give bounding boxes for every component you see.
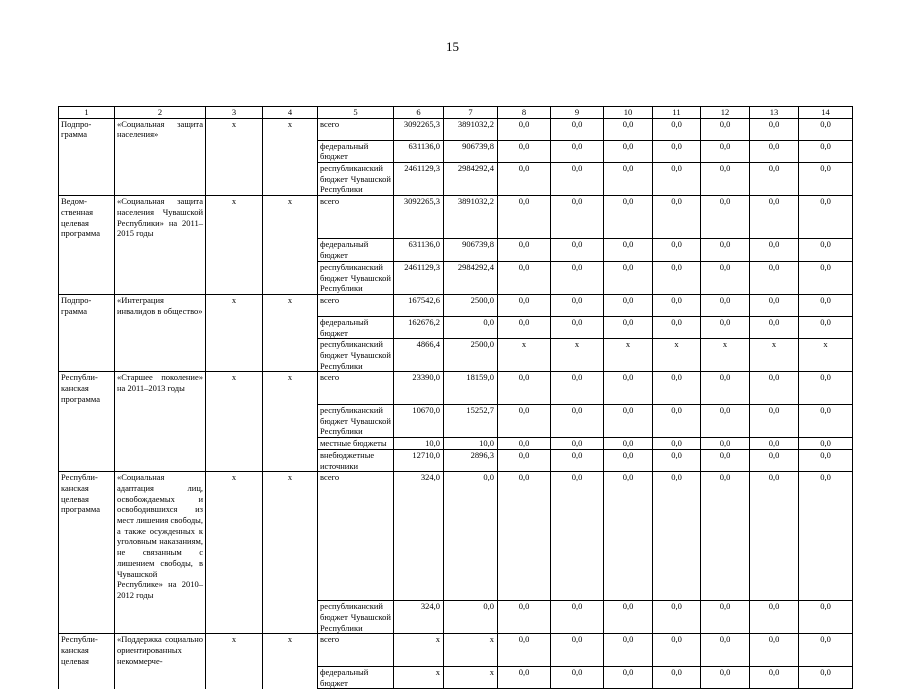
cell-col-4: x bbox=[263, 294, 318, 316]
cell-col-12: 0,0 bbox=[701, 601, 750, 634]
cell-col-11: 0,0 bbox=[653, 472, 701, 601]
cell-col-1 bbox=[59, 261, 115, 294]
cell-col-3: x bbox=[206, 118, 263, 140]
cell-col-7: x bbox=[444, 666, 498, 688]
table-row bbox=[59, 261, 853, 294]
cell-col-7: 3891032,2 bbox=[444, 118, 498, 140]
header-cell: 11 bbox=[653, 107, 701, 119]
cell-col-5: местные бюджеты bbox=[318, 438, 394, 450]
table-row bbox=[59, 239, 853, 261]
cell-col-6: 631136,0 bbox=[394, 239, 444, 261]
cell-col-4 bbox=[263, 404, 318, 437]
cell-col-5: всего bbox=[318, 294, 394, 316]
cell-col-6: 631136,0 bbox=[394, 140, 444, 162]
cell-col-7: 2984292,4 bbox=[444, 261, 498, 294]
cell-col-12: 0,0 bbox=[701, 372, 750, 405]
table-row bbox=[59, 196, 853, 239]
cell-col-3 bbox=[206, 163, 263, 196]
cell-col-6: 23390,0 bbox=[394, 372, 444, 405]
cell-col-6: 3092265,3 bbox=[394, 118, 444, 140]
cell-col-5: федеральный бюджет bbox=[318, 666, 394, 688]
cell-col-4: x bbox=[263, 372, 318, 405]
cell-col-11: 0,0 bbox=[653, 666, 701, 688]
cell-col-11: 0,0 bbox=[653, 634, 701, 667]
cell-col-14: 0,0 bbox=[799, 404, 853, 437]
cell-col-2 bbox=[115, 163, 206, 196]
cell-col-11: 0,0 bbox=[653, 118, 701, 140]
cell-col-3 bbox=[206, 449, 263, 471]
cell-col-11: 0,0 bbox=[653, 294, 701, 316]
cell-col-11: 0,0 bbox=[653, 449, 701, 471]
table-row bbox=[59, 601, 853, 634]
header-cell: 5 bbox=[318, 107, 394, 119]
cell-col-4 bbox=[263, 438, 318, 450]
cell-col-12: 0,0 bbox=[701, 472, 750, 601]
cell-col-5: республиканский бюджет Чувашской Республики bbox=[318, 261, 394, 294]
cell-col-8: 0,0 bbox=[498, 118, 551, 140]
cell-col-4: x bbox=[263, 196, 318, 239]
table-row bbox=[59, 404, 853, 437]
cell-col-10: 0,0 bbox=[604, 163, 653, 196]
cell-col-2: «Старшее поколение» на 2011–2013 годы bbox=[115, 372, 206, 405]
cell-col-2 bbox=[115, 140, 206, 162]
cell-col-7: 18159,0 bbox=[444, 372, 498, 405]
cell-col-10: 0,0 bbox=[604, 294, 653, 316]
cell-col-13: 0,0 bbox=[750, 261, 799, 294]
cell-col-5: республиканский бюджет Чувашской Республики bbox=[318, 163, 394, 196]
table-row bbox=[59, 163, 853, 196]
header-cell: 4 bbox=[263, 107, 318, 119]
cell-col-9: 0,0 bbox=[551, 163, 604, 196]
cell-col-2 bbox=[115, 666, 206, 688]
cell-col-1 bbox=[59, 404, 115, 437]
cell-col-7: 2500,0 bbox=[444, 339, 498, 372]
cell-col-2 bbox=[115, 261, 206, 294]
cell-col-12: x bbox=[701, 339, 750, 372]
cell-col-7: x bbox=[444, 634, 498, 667]
cell-col-4: x bbox=[263, 472, 318, 601]
cell-col-1 bbox=[59, 140, 115, 162]
cell-col-4 bbox=[263, 339, 318, 372]
cell-col-3 bbox=[206, 339, 263, 372]
cell-col-12: 0,0 bbox=[701, 666, 750, 688]
cell-col-1: Ведом-ственная целевая программа bbox=[59, 196, 115, 239]
cell-col-1: Республи-канская целевая программа bbox=[59, 472, 115, 601]
cell-col-12: 0,0 bbox=[701, 438, 750, 450]
cell-col-12: 0,0 bbox=[701, 316, 750, 338]
cell-col-9: 0,0 bbox=[551, 634, 604, 667]
page-number: 15 bbox=[446, 39, 459, 54]
cell-col-12: 0,0 bbox=[701, 449, 750, 471]
cell-col-2 bbox=[115, 601, 206, 634]
cell-col-4 bbox=[263, 163, 318, 196]
cell-col-13: 0,0 bbox=[750, 316, 799, 338]
cell-col-5: республиканский бюджет Чувашской Республики bbox=[318, 404, 394, 437]
table-row bbox=[59, 316, 853, 338]
cell-col-3: x bbox=[206, 472, 263, 601]
cell-col-11: 0,0 bbox=[653, 261, 701, 294]
header-cell: 10 bbox=[604, 107, 653, 119]
cell-col-3: x bbox=[206, 294, 263, 316]
cell-col-7: 2896,3 bbox=[444, 449, 498, 471]
table-row bbox=[59, 140, 853, 162]
cell-col-10: 0,0 bbox=[604, 438, 653, 450]
cell-col-8: 0,0 bbox=[498, 449, 551, 471]
cell-col-9: 0,0 bbox=[551, 449, 604, 471]
cell-col-13: 0,0 bbox=[750, 601, 799, 634]
cell-col-7: 3891032,2 bbox=[444, 196, 498, 239]
cell-col-7: 906739,8 bbox=[444, 239, 498, 261]
table-row bbox=[59, 472, 853, 601]
header-cell: 1 bbox=[59, 107, 115, 119]
cell-col-1 bbox=[59, 239, 115, 261]
cell-col-3: x bbox=[206, 196, 263, 239]
cell-col-9: 0,0 bbox=[551, 294, 604, 316]
cell-col-8: 0,0 bbox=[498, 634, 551, 667]
cell-col-12: 0,0 bbox=[701, 163, 750, 196]
cell-col-13: 0,0 bbox=[750, 163, 799, 196]
cell-col-6: x bbox=[394, 666, 444, 688]
header-cell: 13 bbox=[750, 107, 799, 119]
cell-col-12: 0,0 bbox=[701, 634, 750, 667]
table-row bbox=[59, 372, 853, 405]
cell-col-8: 0,0 bbox=[498, 666, 551, 688]
cell-col-4 bbox=[263, 239, 318, 261]
cell-col-3 bbox=[206, 239, 263, 261]
cell-col-2: «Интеграция инвалидов в общество» bbox=[115, 294, 206, 316]
cell-col-1 bbox=[59, 449, 115, 471]
cell-col-14: 0,0 bbox=[799, 449, 853, 471]
header-cell: 9 bbox=[551, 107, 604, 119]
cell-col-4 bbox=[263, 666, 318, 688]
cell-col-9: 0,0 bbox=[551, 118, 604, 140]
cell-col-7: 906739,8 bbox=[444, 140, 498, 162]
cell-col-5: всего bbox=[318, 634, 394, 667]
cell-col-6: 12710,0 bbox=[394, 449, 444, 471]
cell-col-13: 0,0 bbox=[750, 140, 799, 162]
cell-col-9: 0,0 bbox=[551, 140, 604, 162]
cell-col-14: 0,0 bbox=[799, 196, 853, 239]
cell-col-10: 0,0 bbox=[604, 449, 653, 471]
cell-col-9: 0,0 bbox=[551, 438, 604, 450]
cell-col-1 bbox=[59, 339, 115, 372]
cell-col-2: «Поддержка социально ориентированных некоммерче- bbox=[115, 634, 206, 667]
cell-col-13: 0,0 bbox=[750, 634, 799, 667]
cell-col-6: 324,0 bbox=[394, 601, 444, 634]
cell-col-10: 0,0 bbox=[604, 372, 653, 405]
cell-col-3 bbox=[206, 666, 263, 688]
cell-col-11: 0,0 bbox=[653, 372, 701, 405]
cell-col-6: 4866,4 bbox=[394, 339, 444, 372]
cell-col-7: 2500,0 bbox=[444, 294, 498, 316]
table-row bbox=[59, 118, 853, 140]
cell-col-13: 0,0 bbox=[750, 239, 799, 261]
cell-col-10: 0,0 bbox=[604, 239, 653, 261]
cell-col-14: 0,0 bbox=[799, 294, 853, 316]
cell-col-2: «Социальная защита населения» bbox=[115, 118, 206, 140]
cell-col-1: Подпро-грамма bbox=[59, 294, 115, 316]
cell-col-6: 10,0 bbox=[394, 438, 444, 450]
table-row bbox=[59, 339, 853, 372]
cell-col-14: 0,0 bbox=[799, 316, 853, 338]
cell-col-14: 0,0 bbox=[799, 472, 853, 601]
cell-col-13: 0,0 bbox=[750, 404, 799, 437]
cell-col-13: 0,0 bbox=[750, 666, 799, 688]
cell-col-8: x bbox=[498, 339, 551, 372]
cell-col-13: 0,0 bbox=[750, 472, 799, 601]
cell-col-5: республиканский бюджет Чувашской Республики bbox=[318, 339, 394, 372]
header-cell: 14 bbox=[799, 107, 853, 119]
cell-col-6: 167542,6 bbox=[394, 294, 444, 316]
cell-col-5: всего bbox=[318, 118, 394, 140]
cell-col-2 bbox=[115, 239, 206, 261]
cell-col-13: 0,0 bbox=[750, 294, 799, 316]
table-row bbox=[59, 438, 853, 450]
cell-col-8: 0,0 bbox=[498, 601, 551, 634]
cell-col-8: 0,0 bbox=[498, 316, 551, 338]
cell-col-5: федеральный бюджет bbox=[318, 239, 394, 261]
cell-col-2 bbox=[115, 449, 206, 471]
cell-col-11: 0,0 bbox=[653, 196, 701, 239]
cell-col-10: 0,0 bbox=[604, 634, 653, 667]
table-row bbox=[59, 294, 853, 316]
cell-col-3 bbox=[206, 404, 263, 437]
cell-col-9: 0,0 bbox=[551, 239, 604, 261]
cell-col-4 bbox=[263, 601, 318, 634]
cell-col-2 bbox=[115, 339, 206, 372]
cell-col-1: Республи-канская целевая bbox=[59, 634, 115, 667]
cell-col-3 bbox=[206, 438, 263, 450]
table-body bbox=[59, 107, 853, 689]
cell-col-1 bbox=[59, 666, 115, 688]
cell-col-5: всего bbox=[318, 472, 394, 601]
cell-col-9: 0,0 bbox=[551, 472, 604, 601]
cell-col-2: «Социальная защита населения Чувашской Республики» на 2011–2015 годы bbox=[115, 196, 206, 239]
cell-col-3 bbox=[206, 140, 263, 162]
cell-col-6: 2461129,3 bbox=[394, 163, 444, 196]
cell-col-3 bbox=[206, 261, 263, 294]
cell-col-11: 0,0 bbox=[653, 140, 701, 162]
cell-col-6: x bbox=[394, 634, 444, 667]
cell-col-9: 0,0 bbox=[551, 372, 604, 405]
cell-col-10: 0,0 bbox=[604, 601, 653, 634]
cell-col-8: 0,0 bbox=[498, 163, 551, 196]
cell-col-1 bbox=[59, 316, 115, 338]
cell-col-10: 0,0 bbox=[604, 472, 653, 601]
cell-col-6: 2461129,3 bbox=[394, 261, 444, 294]
cell-col-10: 0,0 bbox=[604, 196, 653, 239]
cell-col-4 bbox=[263, 261, 318, 294]
cell-col-5: республиканский бюджет Чувашской Республики bbox=[318, 601, 394, 634]
cell-col-1 bbox=[59, 438, 115, 450]
cell-col-9: x bbox=[551, 339, 604, 372]
cell-col-12: 0,0 bbox=[701, 261, 750, 294]
cell-col-3: x bbox=[206, 634, 263, 667]
cell-col-7: 0,0 bbox=[444, 316, 498, 338]
cell-col-8: 0,0 bbox=[498, 472, 551, 601]
cell-col-7: 10,0 bbox=[444, 438, 498, 450]
cell-col-7: 15252,7 bbox=[444, 404, 498, 437]
cell-col-5: федеральный бюджет bbox=[318, 140, 394, 162]
cell-col-1: Республи-канская программа bbox=[59, 372, 115, 405]
cell-col-6: 324,0 bbox=[394, 472, 444, 601]
cell-col-14: 0,0 bbox=[799, 118, 853, 140]
cell-col-10: 0,0 bbox=[604, 316, 653, 338]
cell-col-5: всего bbox=[318, 196, 394, 239]
cell-col-4 bbox=[263, 316, 318, 338]
cell-col-8: 0,0 bbox=[498, 239, 551, 261]
header-cell: 6 bbox=[394, 107, 444, 119]
cell-col-9: 0,0 bbox=[551, 316, 604, 338]
cell-col-5: всего bbox=[318, 372, 394, 405]
cell-col-2 bbox=[115, 404, 206, 437]
cell-col-9: 0,0 bbox=[551, 261, 604, 294]
header-row bbox=[59, 107, 853, 119]
cell-col-11: 0,0 bbox=[653, 316, 701, 338]
cell-col-11: 0,0 bbox=[653, 601, 701, 634]
table-row bbox=[59, 666, 853, 688]
cell-col-10: 0,0 bbox=[604, 261, 653, 294]
cell-col-12: 0,0 bbox=[701, 294, 750, 316]
cell-col-14: 0,0 bbox=[799, 261, 853, 294]
cell-col-14: 0,0 bbox=[799, 372, 853, 405]
cell-col-8: 0,0 bbox=[498, 372, 551, 405]
cell-col-3 bbox=[206, 601, 263, 634]
cell-col-2: «Социальная адаптация лиц, освобождаемых и освободившихся из мест лишения свободы, а также осужденных к уголовным наказаниям, не связанным с лишением свободы, в Чувашской Республике» на 2010–2012 годы bbox=[115, 472, 206, 601]
cell-col-8: 0,0 bbox=[498, 196, 551, 239]
header-cell: 2 bbox=[115, 107, 206, 119]
cell-col-1 bbox=[59, 163, 115, 196]
cell-col-6: 3092265,3 bbox=[394, 196, 444, 239]
cell-col-2 bbox=[115, 316, 206, 338]
header-cell: 8 bbox=[498, 107, 551, 119]
cell-col-1 bbox=[59, 601, 115, 634]
cell-col-14: 0,0 bbox=[799, 163, 853, 196]
cell-col-14: 0,0 bbox=[799, 601, 853, 634]
header-cell: 3 bbox=[206, 107, 263, 119]
cell-col-4 bbox=[263, 449, 318, 471]
cell-col-10: 0,0 bbox=[604, 118, 653, 140]
cell-col-10: x bbox=[604, 339, 653, 372]
cell-col-12: 0,0 bbox=[701, 239, 750, 261]
cell-col-7: 0,0 bbox=[444, 601, 498, 634]
cell-col-13: 0,0 bbox=[750, 118, 799, 140]
cell-col-9: 0,0 bbox=[551, 601, 604, 634]
cell-col-8: 0,0 bbox=[498, 261, 551, 294]
cell-col-6: 162676,2 bbox=[394, 316, 444, 338]
cell-col-11: 0,0 bbox=[653, 163, 701, 196]
header-cell: 7 bbox=[444, 107, 498, 119]
cell-col-6: 10670,0 bbox=[394, 404, 444, 437]
budget-table bbox=[58, 106, 853, 689]
cell-col-5: федеральный бюджет bbox=[318, 316, 394, 338]
cell-col-4: x bbox=[263, 118, 318, 140]
cell-col-14: 0,0 bbox=[799, 666, 853, 688]
cell-col-13: 0,0 bbox=[750, 372, 799, 405]
cell-col-11: x bbox=[653, 339, 701, 372]
cell-col-8: 0,0 bbox=[498, 404, 551, 437]
cell-col-13: 0,0 bbox=[750, 449, 799, 471]
cell-col-10: 0,0 bbox=[604, 666, 653, 688]
cell-col-14: 0,0 bbox=[799, 140, 853, 162]
cell-col-14: 0,0 bbox=[799, 634, 853, 667]
cell-col-10: 0,0 bbox=[604, 404, 653, 437]
cell-col-8: 0,0 bbox=[498, 438, 551, 450]
cell-col-2 bbox=[115, 438, 206, 450]
cell-col-10: 0,0 bbox=[604, 140, 653, 162]
cell-col-11: 0,0 bbox=[653, 438, 701, 450]
cell-col-4 bbox=[263, 140, 318, 162]
cell-col-14: 0,0 bbox=[799, 438, 853, 450]
cell-col-3: x bbox=[206, 372, 263, 405]
table-row bbox=[59, 634, 853, 667]
cell-col-13: x bbox=[750, 339, 799, 372]
cell-col-9: 0,0 bbox=[551, 196, 604, 239]
cell-col-14: x bbox=[799, 339, 853, 372]
cell-col-9: 0,0 bbox=[551, 404, 604, 437]
cell-col-3 bbox=[206, 316, 263, 338]
cell-col-11: 0,0 bbox=[653, 239, 701, 261]
header-cell: 12 bbox=[701, 107, 750, 119]
cell-col-8: 0,0 bbox=[498, 140, 551, 162]
table-row bbox=[59, 449, 853, 471]
cell-col-14: 0,0 bbox=[799, 239, 853, 261]
cell-col-12: 0,0 bbox=[701, 196, 750, 239]
cell-col-4: x bbox=[263, 634, 318, 667]
cell-col-11: 0,0 bbox=[653, 404, 701, 437]
cell-col-12: 0,0 bbox=[701, 140, 750, 162]
cell-col-5: внебюджетные источники bbox=[318, 449, 394, 471]
cell-col-12: 0,0 bbox=[701, 118, 750, 140]
cell-col-8: 0,0 bbox=[498, 294, 551, 316]
cell-col-1: Подпро-грамма bbox=[59, 118, 115, 140]
budget-table-container bbox=[58, 106, 852, 689]
cell-col-9: 0,0 bbox=[551, 666, 604, 688]
cell-col-13: 0,0 bbox=[750, 196, 799, 239]
cell-col-7: 2984292,4 bbox=[444, 163, 498, 196]
cell-col-12: 0,0 bbox=[701, 404, 750, 437]
cell-col-7: 0,0 bbox=[444, 472, 498, 601]
cell-col-13: 0,0 bbox=[750, 438, 799, 450]
